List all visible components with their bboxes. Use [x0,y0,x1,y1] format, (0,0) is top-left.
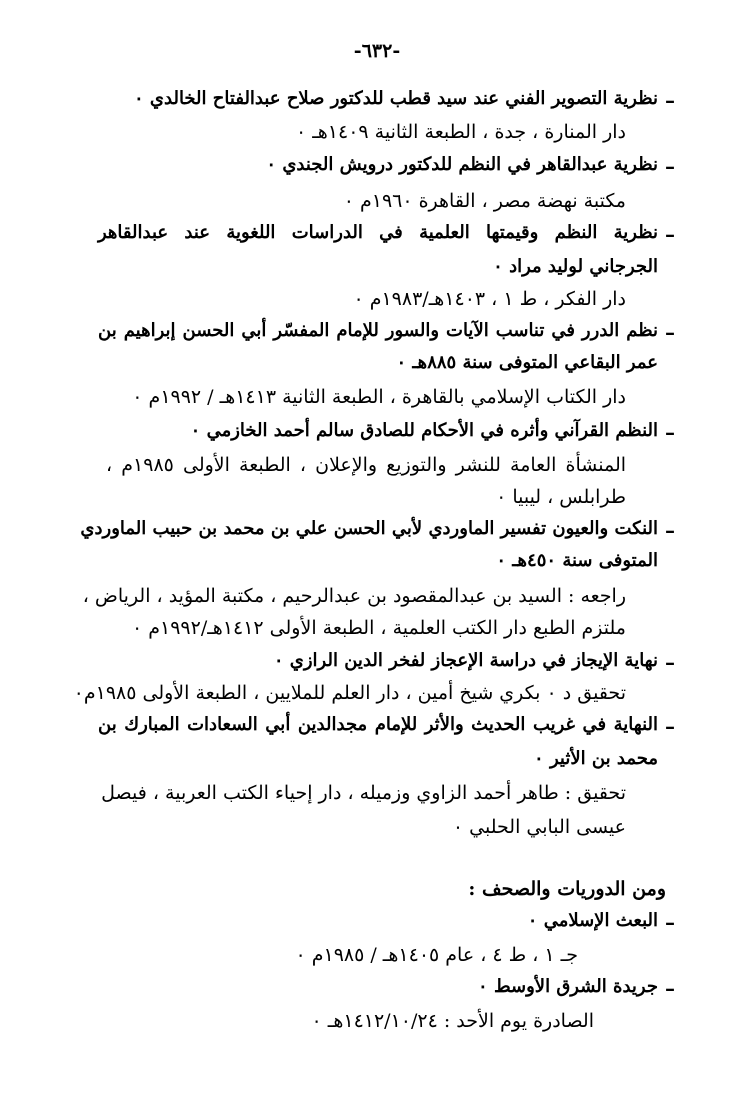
entry-title: النظم القرآني وأثره في الأحكام للصادق سالم أحمد الخازمي ٠ [190,420,658,441]
list-dash: – [665,650,675,674]
list-dash: – [665,910,675,934]
entry-title-cont: محمد بن الأثير ٠ [534,748,658,769]
page-number: -٦٣٢- [353,40,401,62]
periodical-detail: الصادرة يوم الأحد : ١٤١٢/١٠/٢٤هـ ٠ [311,1010,594,1032]
entry-title: نظرية التصوير الفني عند سيد قطب للدكتور صلاح عبدالفتاح الخالدي ٠ [133,88,658,109]
list-dash: – [665,714,675,738]
entry-title: نظرية عبدالقاهر في النظم للدكتور درويش الجندي ٠ [266,154,658,175]
entry-title: نظم الدرر في تناسب الآيات والسور للإمام المفسّر أبي الحسن إبراهيم بن [98,320,658,341]
entry-detail-cont: طرابلس ، ليبيا ٠ [496,486,626,508]
list-dash: – [665,320,675,344]
entry-title-cont: المتوفى سنة ٤٥٠هـ ٠ [496,550,658,571]
entry-title: النهاية في غريب الحديث والأثر للإمام مجدالدين أبي السعادات المبارك بن [98,714,658,735]
periodical-title: البعث الإسلامي ٠ [527,910,658,931]
entry-detail: مكتبة نهضة مصر ، القاهرة ١٩٦٠م ٠ [343,190,626,212]
entry-detail: دار الكتاب الإسلامي بالقاهرة ، الطبعة الثانية ١٤١٣هـ / ١٩٩٢م ٠ [132,386,626,408]
section-heading: ومن الدوريات والصحف : [468,878,666,900]
list-dash: – [665,154,675,178]
entry-title: نهاية الإيجاز في دراسة الإعجاز لفخر الدين الرازي ٠ [273,650,658,671]
list-dash: – [665,88,675,112]
list-dash: – [665,420,675,444]
list-dash: – [665,518,675,542]
entry-detail: دار الفكر ، ط ١ ، ١٤٠٣هـ/١٩٨٣م ٠ [353,288,626,310]
entry-detail-cont: ملتزم الطبع دار الكتب العلمية ، الطبعة الأولى ١٤١٢هـ/١٩٩٢م ٠ [131,617,626,639]
list-dash: – [665,976,675,1000]
list-dash: – [665,222,675,246]
entry-detail: دار المنارة ، جدة ، الطبعة الثانية ١٤٠٩هـ ٠ [295,121,626,143]
entry-detail-cont: عيسى البابي الحلبي ٠ [452,816,626,838]
entry-detail: تحقيق د ٠ بكري شيخ أمين ، دار العلم للملايين ، الطبعة الأولى ١٩٨٥م٠ [73,682,626,704]
entry-title: نظرية النظم وقيمتها العلمية في الدراسات اللغوية عند عبدالقاهر [98,222,658,243]
entry-title-cont: الجرجاني لوليد مراد ٠ [493,256,658,277]
entry-detail: المنشأة العامة للنشر والتوزيع والإعلان ، الطبعة الأولى ١٩٨٥م ، [106,454,627,476]
entry-title: النكت والعيون تفسير الماوردي لأبي الحسن علي بن محمد بن حبيب الماوردي [80,518,658,539]
periodical-title: جريدة الشرق الأوسط ٠ [478,976,658,997]
entry-detail: تحقيق : طاهر أحمد الزاوي وزميله ، دار إحياء الكتب العربية ، فيصل [101,782,626,804]
periodical-detail: جـ ١ ، ط ٤ ، عام ١٤٠٥هـ / ١٩٨٥م ٠ [295,944,578,966]
entry-title-cont: عمر البقاعي المتوفى سنة ٨٨٥هـ ٠ [396,352,658,373]
entry-detail: راجعه : السيد بن عبدالمقصود بن عبدالرحيم ، مكتبة المؤيد ، الرياض ، [82,585,626,607]
